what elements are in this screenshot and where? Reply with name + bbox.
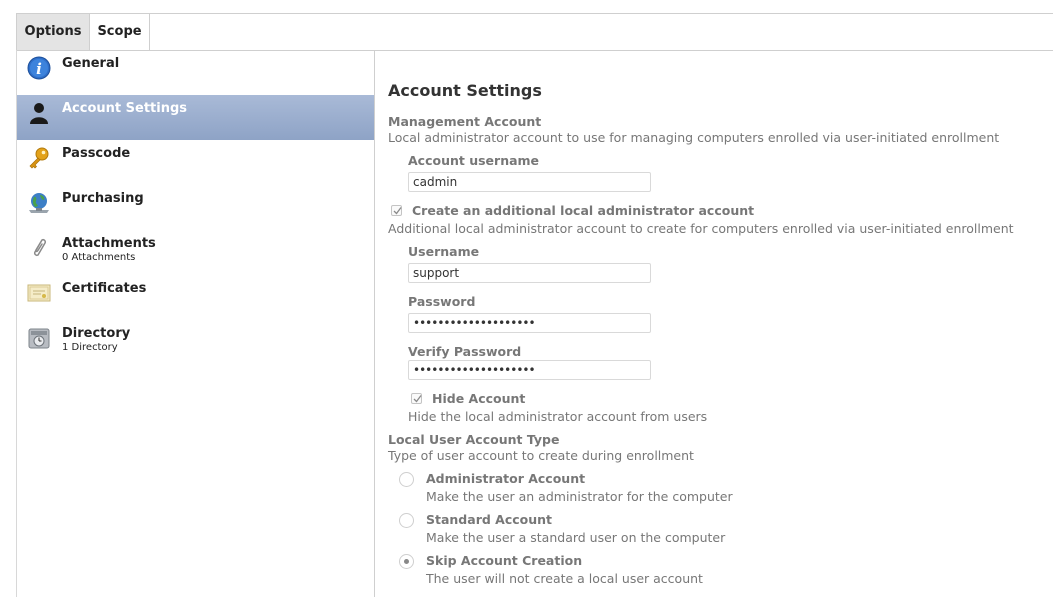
skip-account-creation-label: Skip Account Creation (426, 553, 583, 568)
sidebar-item-label: General (62, 56, 120, 71)
page-title: Account Settings (388, 81, 542, 100)
sidebar-item-label: Purchasing (62, 191, 144, 206)
user-silhouette-icon (27, 101, 51, 125)
sidebar-item-label: Directory (62, 326, 131, 341)
skip-account-creation-radio[interactable] (399, 554, 414, 569)
hide-account-checkbox[interactable] (411, 393, 422, 404)
sidebar-item-label: Account Settings (62, 101, 188, 116)
administrator-account-label: Administrator Account (426, 471, 586, 486)
sidebar-item-general[interactable] (17, 50, 374, 95)
account-username-label: Account username (408, 153, 540, 168)
verify-password-label: Verify Password (408, 344, 522, 359)
sidebar-item-directory[interactable] (17, 320, 374, 365)
info-icon (27, 56, 51, 80)
sidebar (16, 50, 375, 597)
standard-account-radio[interactable] (399, 513, 414, 528)
administrator-account-radio[interactable] (399, 472, 414, 487)
tab-bar (16, 13, 1053, 51)
sidebar-item-account-settings[interactable] (17, 95, 374, 140)
sidebar-item-label: Attachments (62, 236, 156, 251)
account-settings-panel (374, 50, 1053, 597)
sidebar-item-passcode[interactable] (17, 140, 374, 185)
globe-icon (27, 191, 51, 215)
password-input[interactable]: •••••••••••••••••••• (408, 313, 651, 333)
password-label: Password (408, 294, 476, 309)
local-user-account-type-heading: Local User Account Type (388, 432, 560, 447)
directory-count: 1 Directory (62, 342, 118, 353)
administrator-account-description: Make the user an administrator for the computer (426, 489, 733, 504)
management-account-heading: Management Account (388, 114, 542, 129)
sidebar-item-certificates[interactable] (17, 275, 374, 320)
sidebar-item-label: Passcode (62, 146, 131, 161)
directory-icon (27, 326, 51, 350)
account-username-input[interactable] (408, 172, 651, 192)
username-label: Username (408, 244, 480, 259)
additional-admin-description: Additional local administrator account to create for computers enrolled via user-initiated enrollment (388, 221, 1014, 236)
skip-account-creation-description: The user will not create a local user account (426, 571, 703, 586)
paperclip-icon (27, 236, 51, 260)
tab-scope[interactable]: Scope (90, 14, 150, 50)
hide-account-label: Hide Account (432, 391, 526, 406)
management-account-description: Local administrator account to use for managing computers enrolled via user-initiated enrollment (388, 130, 1000, 145)
attachments-count: 0 Attachments (62, 252, 136, 263)
sidebar-item-attachments[interactable] (17, 230, 374, 275)
create-additional-admin-checkbox[interactable] (391, 205, 402, 216)
sidebar-item-label: Certificates (62, 281, 147, 296)
hide-account-description: Hide the local administrator account from users (408, 409, 708, 424)
radio-selected-dot (404, 559, 409, 564)
sidebar-item-purchasing[interactable] (17, 185, 374, 230)
tab-options[interactable]: Options (16, 14, 90, 50)
certificate-icon (27, 281, 51, 305)
svg-text:i: i (36, 60, 42, 78)
checkmark-icon (413, 394, 422, 403)
standard-account-description: Make the user a standard user on the computer (426, 530, 726, 545)
key-icon (27, 146, 51, 170)
verify-password-input[interactable]: •••••••••••••••••••• (408, 360, 651, 380)
checkmark-icon (393, 206, 402, 215)
create-additional-admin-label: Create an additional local administrator account (412, 203, 755, 218)
username-input[interactable] (408, 263, 651, 283)
standard-account-label: Standard Account (426, 512, 553, 527)
local-user-account-type-description: Type of user account to create during enrollment (388, 448, 694, 463)
